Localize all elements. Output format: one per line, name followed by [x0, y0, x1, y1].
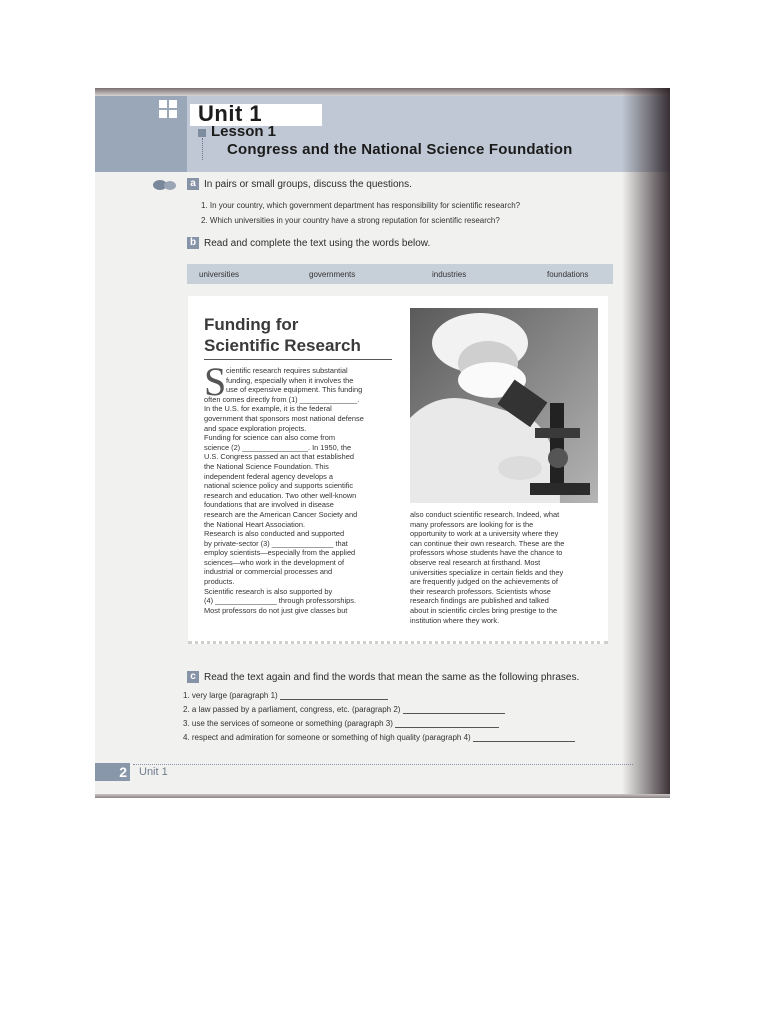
lesson-title: Congress and the National Science Foundation [227, 141, 573, 158]
article-line: (4) _______________ through professorships. [204, 596, 357, 606]
section-b-tag: b [187, 237, 199, 249]
scientist-microscope-photo [410, 308, 598, 503]
answer-line [280, 699, 388, 700]
phrase-item-2 [183, 705, 505, 714]
answer-line [473, 741, 575, 742]
phrase-item-1 [183, 691, 388, 700]
page-bottom-edge [95, 794, 670, 798]
article-line: institution where they work. [410, 615, 500, 625]
article-right-column [410, 510, 598, 625]
article-line: also conduct scientific research. Indeed, what [410, 510, 560, 519]
textbook-page [95, 88, 670, 798]
article-line: Most professors do not just give classes but [204, 605, 348, 615]
article-line: U.S. Congress passed an act that established [204, 452, 354, 462]
title-rule [204, 359, 392, 360]
article-title-line: Scientific Research [204, 336, 361, 355]
article-line: research findings are published and talked [410, 596, 549, 606]
article-line: science (2) ________________. In 1950, the [204, 442, 352, 452]
phrase-text: 1. very large (paragraph 1) [183, 691, 278, 700]
article-title [204, 314, 404, 356]
lesson-label: Lesson 1 [211, 123, 277, 140]
article-line: by private-sector (3) _______________ that [204, 538, 348, 548]
article-line: government that sponsors most national defense [204, 413, 364, 423]
article-line: industrial or commercial processes and [204, 567, 333, 577]
answer-line [395, 727, 499, 728]
article-line: opportunity to work at a university where they [410, 529, 559, 539]
article-line: often comes directly from (1) ______________. [204, 394, 360, 404]
word-bank [187, 264, 613, 284]
page-number: 2 [95, 763, 130, 781]
article-line: cientific research requires substantial [226, 366, 348, 375]
article-line: In the U.S. for example, it is the federal [204, 404, 332, 414]
article-line: research are the American Cancer Society and [204, 509, 358, 519]
phrase-item-3 [183, 719, 499, 728]
article-line: research and education. Two other well-known [204, 490, 357, 500]
page-top-edge [95, 88, 670, 96]
article-line: the National Science Foundation. This [204, 461, 329, 471]
dotted-divider [202, 138, 203, 160]
word-bank-item: industries [432, 270, 467, 279]
article-line: about in scientific circles bring prestige to the [410, 605, 558, 615]
article-line: Funding for science can also come from [204, 433, 336, 443]
section-c-instruction: Read the text again and find the words that mean the same as the following phrases. [204, 672, 580, 683]
section-b-instruction: Read and complete the text using the words below. [204, 238, 431, 249]
unit-title: Unit 1 [198, 101, 263, 126]
article-line: and space exploration projects. [204, 423, 307, 433]
article-card [188, 296, 608, 644]
article-line: professors whose students have the chance to [410, 548, 563, 558]
grid-icon [159, 100, 179, 120]
drop-cap: S [204, 359, 227, 404]
word-bank-item: foundations [547, 270, 589, 279]
article-line: Scientific research is also supported by [204, 586, 333, 596]
article-line: their research professors. Scientists whose [410, 586, 551, 596]
section-a-tag: a [187, 178, 199, 190]
article-line: products. [204, 577, 235, 587]
article-line: observe real research at firsthand. Most [410, 557, 541, 567]
question-2: 2. Which universities in your country have a strong reputation for scientific research? [201, 216, 500, 225]
word-bank-item: universities [199, 270, 240, 279]
phrase-text: 2. a law passed by a parliament, congress, etc. (paragraph 2) [183, 705, 401, 714]
article-line: the National Heart Association. [204, 519, 306, 529]
footer-unit-label: Unit 1 [139, 766, 168, 778]
article-left-column [204, 359, 388, 615]
article-line: can continue their own research. These are the [410, 538, 565, 548]
article-line: Research is also conducted and supported [204, 529, 345, 539]
article-line: employ scientists—especially from the applied [204, 548, 356, 558]
section-c-tag: c [187, 671, 199, 683]
phrase-item-4 [183, 733, 575, 742]
article-line: universities specialize in certain fields and they [410, 567, 564, 577]
article-title-line: Funding for [204, 315, 299, 334]
article-line: sciences—who work in the development of [204, 557, 345, 567]
speech-bubbles-icon [153, 178, 181, 192]
page-binding-shadow [622, 88, 670, 798]
article-line: are frequently judged on the achievements of [410, 577, 558, 587]
footer-rule [133, 764, 633, 765]
article-line: many professors are looking for is the [410, 519, 534, 529]
phrase-text: 3. use the services of someone or something (paragraph 3) [183, 719, 393, 728]
article-line: foundations that are involved in disease [204, 500, 334, 510]
article-line: national science policy and supports scientific [204, 481, 354, 491]
article-line: independent federal agency develops a [204, 471, 334, 481]
section-a-instruction: In pairs or small groups, discuss the questions. [204, 179, 412, 190]
article-line: use of expensive equipment. This funding [226, 385, 363, 395]
answer-line [403, 713, 505, 714]
phrase-text: 4. respect and admiration for someone or something of high quality (paragraph 4) [183, 733, 471, 742]
article-line: funding, especially when it involves the [226, 375, 354, 385]
photo-illustration [410, 308, 598, 503]
word-bank-item: governments [309, 270, 356, 279]
lesson-bullet-icon [198, 129, 206, 137]
question-1: 1. In your country, which government department has responsibility for scientific research? [201, 201, 521, 210]
